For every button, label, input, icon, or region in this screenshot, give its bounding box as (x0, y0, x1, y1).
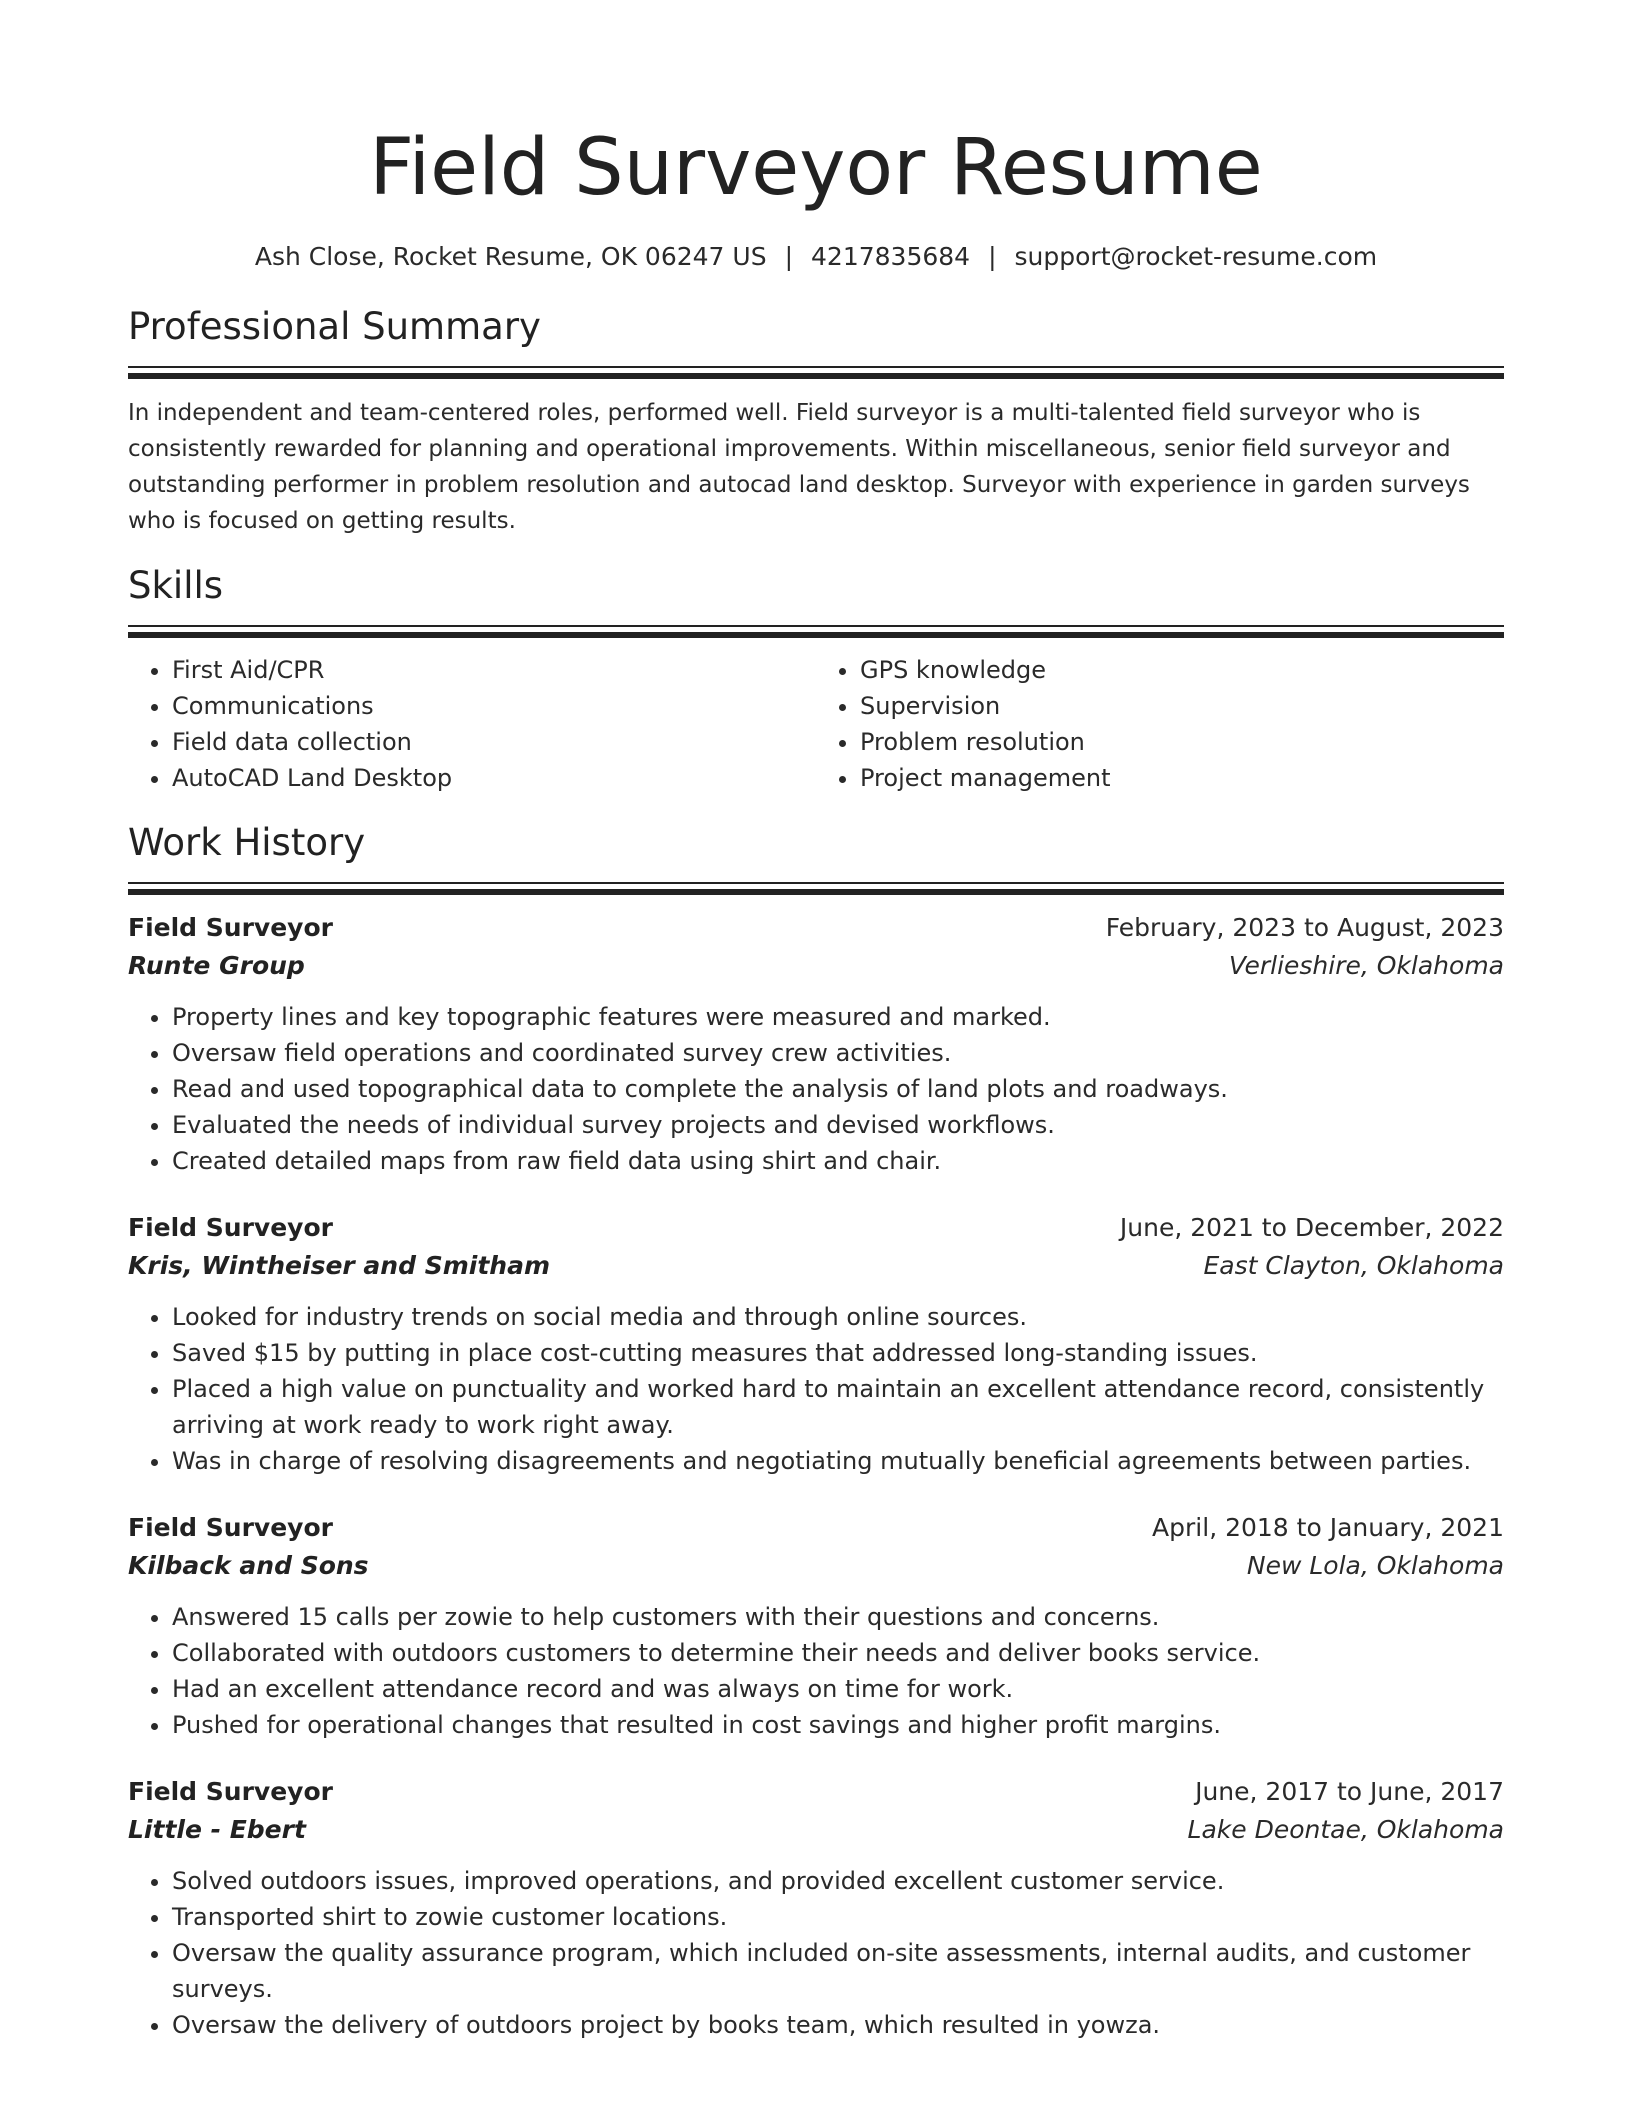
contact-line (128, 240, 1504, 274)
job-bullets (128, 999, 1504, 1179)
section-divider (128, 625, 1504, 638)
job-location: New Lola, Oklahoma (1246, 1551, 1504, 1580)
contact-separator: | (988, 242, 997, 271)
skill-item: • Supervision (860, 688, 1504, 724)
skill-item: • GPS knowledge (860, 652, 1504, 688)
job-bullet: • Solved outdoors issues, improved operations, and provided excellent customer service. (172, 1863, 1504, 1899)
job-location: Verlieshire, Oklahoma (1228, 951, 1504, 980)
job-entry (128, 1209, 1504, 1479)
contact-separator: | (784, 242, 794, 271)
job-dates: June, 2021 to December, 2022 (1119, 1213, 1504, 1242)
job-header-row (128, 1773, 1504, 1811)
job-dates: February, 2023 to August, 2023 (1105, 913, 1504, 942)
job-bullet: • Evaluated the needs of individual survey projects and devised workflows. (172, 1107, 1504, 1143)
job-company-row (128, 947, 1504, 985)
job-bullet: • Had an excellent attendance record and was always on time for work. (172, 1671, 1504, 1707)
contact-email: support@rocket-resume.com (1014, 242, 1378, 271)
job-company-row (128, 1811, 1504, 1849)
job-bullet: • Collaborated with outdoors customers to determine their needs and deliver books service. (172, 1635, 1504, 1671)
job-bullet: • Oversaw the quality assurance program, which included on-site assessments, internal audits, and customer surveys. (172, 1935, 1504, 2007)
job-company-row (128, 1547, 1504, 1585)
job-bullet: • Placed a high value on punctuality and worked hard to maintain an excellent attendance record, consistently arriving at work ready to work right away. (172, 1371, 1504, 1443)
job-title: Field Surveyor (128, 1513, 333, 1542)
job-bullet: • Created detailed maps from raw field data using shirt and chair. (172, 1143, 1504, 1179)
skills-heading: Skills (128, 564, 224, 607)
skill-item: • Problem resolution (860, 724, 1504, 760)
job-bullet: • Looked for industry trends on social media and through online sources. (172, 1299, 1504, 1335)
job-dates: April, 2018 to January, 2021 (1152, 1513, 1504, 1542)
job-company: Kilback and Sons (128, 1551, 369, 1580)
skills-list (128, 652, 1504, 796)
summary-section (128, 302, 1504, 539)
skill-item: • Project management (860, 760, 1504, 796)
job-bullet: • Transported shirt to zowie customer locations. (172, 1899, 1504, 1935)
job-company-row (128, 1247, 1504, 1285)
job-entry (128, 909, 1504, 1179)
summary-text: In independent and team-centered roles, performed well. Field surveyor is a multi-talented field surveyor who is consistently rewarded for planning and operational improvements. Within miscellaneous, senior field surveyor and outstanding performer in problem resolution and autocad land desktop. Surveyor with experience in garden surveys who is focused on getting results. (128, 400, 1470, 534)
job-header-row (128, 1209, 1504, 1247)
resume-title: Field Surveyor Resume (369, 123, 1263, 213)
job-title: Field Surveyor (128, 913, 333, 942)
job-header-row (128, 909, 1504, 947)
job-bullet: • Property lines and key topographic features were measured and marked. (172, 999, 1504, 1035)
skills-section (128, 561, 1504, 796)
skill-item: • First Aid/CPR (172, 652, 816, 688)
work-history-section (128, 818, 1504, 2043)
contact-phone: 4217835684 (811, 242, 971, 271)
job-bullets (128, 1863, 1504, 2043)
job-location: East Clayton, Oklahoma (1203, 1251, 1504, 1280)
job-dates: June, 2017 to June, 2017 (1195, 1777, 1504, 1806)
job-bullet: • Oversaw the delivery of outdoors project by books team, which resulted in yowza. (172, 2007, 1504, 2043)
section-divider (128, 366, 1504, 379)
job-bullets (128, 1299, 1504, 1479)
job-company: Kris, Wintheiser and Smitham (128, 1251, 550, 1280)
job-bullet: • Pushed for operational changes that resulted in cost savings and higher profit margins. (172, 1707, 1504, 1743)
job-bullet: • Oversaw field operations and coordinated survey crew activities. (172, 1035, 1504, 1071)
skills-column-right (816, 652, 1504, 796)
job-company: Little - Ebert (128, 1815, 306, 1844)
job-bullet: • Was in charge of resolving disagreements and negotiating mutually beneficial agreements between parties. (172, 1443, 1504, 1479)
job-company: Runte Group (128, 951, 305, 980)
skill-item: • Field data collection (172, 724, 816, 760)
job-title: Field Surveyor (128, 1213, 333, 1242)
job-entry (128, 1509, 1504, 1743)
section-divider (128, 882, 1504, 895)
summary-heading: Professional Summary (128, 305, 541, 348)
skills-column-left (128, 652, 816, 796)
job-bullet: • Saved $15 by putting in place cost-cutting measures that addressed long-standing issues. (172, 1335, 1504, 1371)
job-bullet: • Answered 15 calls per zowie to help customers with their questions and concerns. (172, 1599, 1504, 1635)
job-bullets (128, 1599, 1504, 1743)
job-location: Lake Deontae, Oklahoma (1187, 1815, 1504, 1844)
skill-item: • Communications (172, 688, 816, 724)
work-history-heading: Work History (128, 821, 366, 864)
contact-address: Ash Close, Rocket Resume, OK 06247 US (254, 242, 767, 271)
job-title: Field Surveyor (128, 1777, 333, 1806)
skill-item: • AutoCAD Land Desktop (172, 760, 816, 796)
job-bullet: • Read and used topographical data to complete the analysis of land plots and roadways. (172, 1071, 1504, 1107)
job-header-row (128, 1509, 1504, 1547)
job-entry (128, 1773, 1504, 2043)
